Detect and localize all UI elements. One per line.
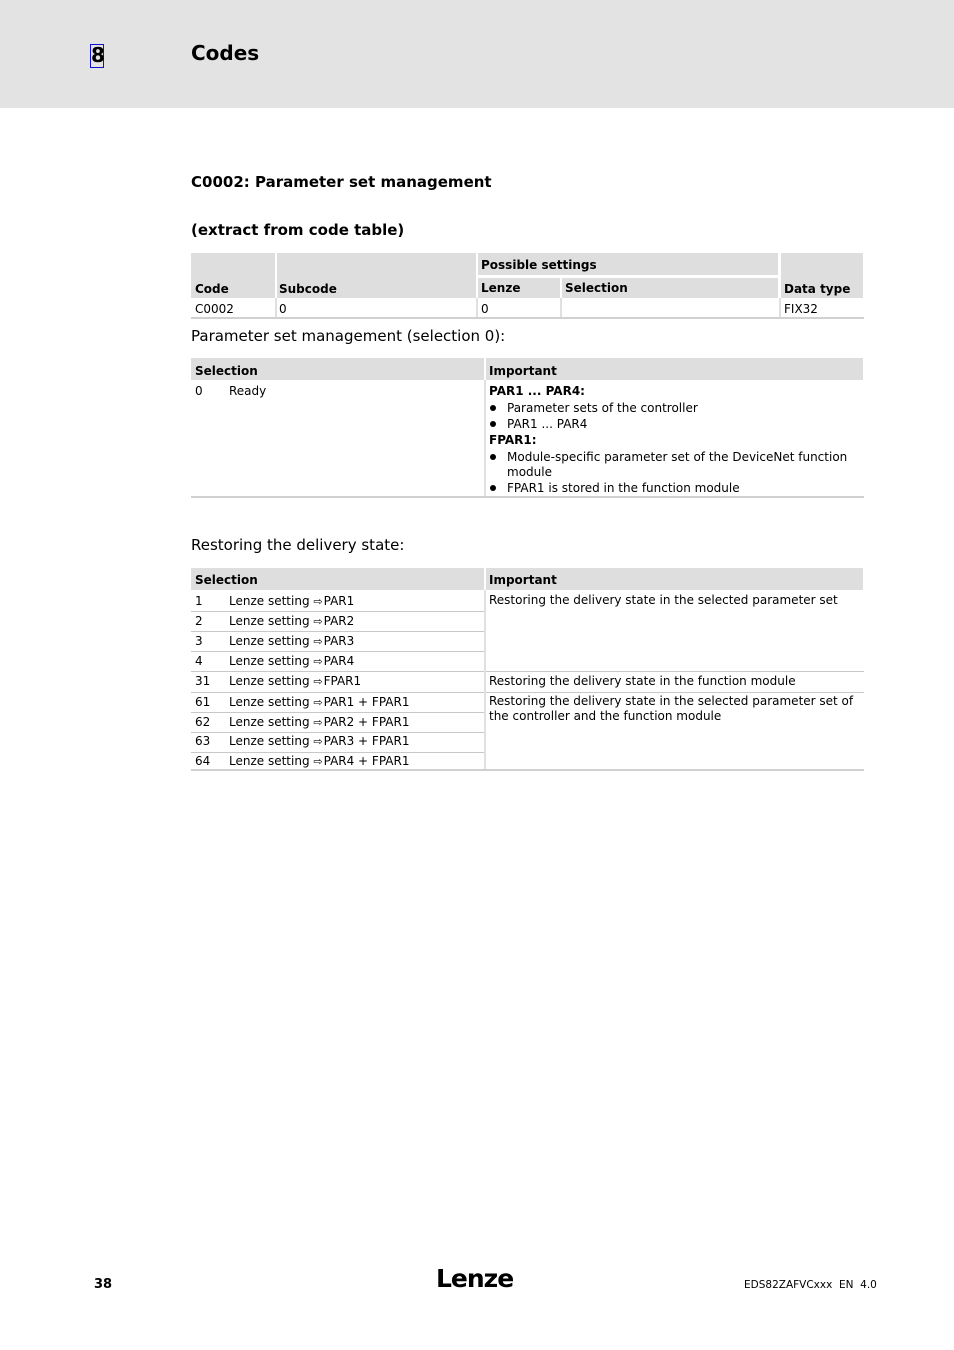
col-important: Important xyxy=(489,364,557,378)
fpar-bullet-line1: Module-specific parameter set of the DeviceNet function xyxy=(507,450,848,464)
fpar-bullet: FPAR1 is stored in the function module xyxy=(507,481,740,495)
setting-target: PAR1 xyxy=(323,594,355,608)
row-setting xyxy=(229,634,354,649)
row-setting xyxy=(229,754,409,769)
selection0-label: Parameter set management (selection 0): xyxy=(191,327,506,345)
setting-target: PAR3 + FPAR1 xyxy=(323,734,410,748)
page-number: 38 xyxy=(94,1277,113,1292)
setting-target: PAR3 xyxy=(323,634,355,648)
row-number: 63 xyxy=(195,734,211,748)
important-group3-line2: the controller and the function module xyxy=(489,709,722,723)
setting-prefix: Lenze setting xyxy=(229,654,314,668)
row-divider xyxy=(191,671,484,672)
setting-target: PAR2 + FPAR1 xyxy=(323,715,410,729)
setting-target: PAR4 + FPAR1 xyxy=(323,754,410,768)
setting-prefix: Lenze setting xyxy=(229,634,314,648)
col-possible-settings: Possible settings xyxy=(481,258,597,272)
row-number: 3 xyxy=(195,634,203,648)
row-number: 62 xyxy=(195,715,211,729)
arrow-right-icon: ⇨ xyxy=(313,595,323,608)
header-band xyxy=(0,0,954,108)
setting-target: PAR1 + FPAR1 xyxy=(323,695,410,709)
row-divider xyxy=(191,651,484,652)
col-selection: Selection xyxy=(195,573,258,587)
row-divider xyxy=(191,692,484,693)
cell-lenze: 0 xyxy=(481,302,489,316)
setting-prefix: Lenze setting xyxy=(229,734,314,748)
col-data-type: Data type xyxy=(784,282,851,296)
important-group3-line1: Restoring the delivery state in the selected parameter set of xyxy=(489,694,854,708)
fpar-heading: FPAR1: xyxy=(489,433,537,447)
bullet-icon xyxy=(490,454,496,460)
par-bullet: PAR1 ... PAR4 xyxy=(507,417,588,431)
restore-label: Restoring the delivery state: xyxy=(191,536,405,554)
fpar-bullet-line2: module xyxy=(507,465,552,479)
setting-prefix: Lenze setting xyxy=(229,594,314,608)
row-divider xyxy=(191,712,484,713)
par-heading: PAR1 ... PAR4: xyxy=(489,384,585,398)
row-number: 1 xyxy=(195,594,203,608)
arrow-right-icon: ⇨ xyxy=(313,755,323,768)
col-lenze: Lenze xyxy=(481,281,521,295)
row-setting xyxy=(229,614,354,629)
extract-heading: (extract from code table) xyxy=(191,221,405,239)
chapter-title: Codes xyxy=(191,41,260,65)
important-group2: Restoring the delivery state in the function module xyxy=(489,674,796,688)
setting-prefix: Lenze setting xyxy=(229,674,314,688)
row-setting xyxy=(229,654,354,669)
col-important: Important xyxy=(489,573,557,587)
setting-prefix: Lenze setting xyxy=(229,715,314,729)
col-selection: Selection xyxy=(565,281,628,295)
arrow-right-icon: ⇨ xyxy=(313,675,323,688)
par-bullet: Parameter sets of the controller xyxy=(507,401,698,415)
setting-prefix: Lenze setting xyxy=(229,754,314,768)
setting-target: PAR4 xyxy=(323,654,355,668)
chapter-number: 8 xyxy=(91,43,105,67)
row-divider xyxy=(191,611,484,612)
col-selection: Selection xyxy=(195,364,258,378)
cell-data-type: FIX32 xyxy=(784,302,818,316)
row-number: 61 xyxy=(195,695,211,709)
setting-prefix: Lenze setting xyxy=(229,614,314,628)
row-setting xyxy=(229,594,354,609)
row-setting xyxy=(229,674,361,689)
setting-target: PAR2 xyxy=(323,614,355,628)
row-number: 64 xyxy=(195,754,211,768)
arrow-right-icon: ⇨ xyxy=(313,635,323,648)
row-number: 31 xyxy=(195,674,211,688)
arrow-right-icon: ⇨ xyxy=(313,716,323,729)
cell-code: C0002 xyxy=(195,302,234,316)
col-subcode: Subcode xyxy=(279,282,337,296)
row-text: Ready xyxy=(229,384,267,398)
document-id: EDS82ZAFVCxxx EN 4.0 xyxy=(744,1279,877,1291)
col-code: Code xyxy=(195,282,229,296)
row-number: 2 xyxy=(195,614,203,628)
arrow-right-icon: ⇨ xyxy=(313,696,323,709)
setting-target: FPAR1 xyxy=(323,674,362,688)
arrow-right-icon: ⇨ xyxy=(313,735,323,748)
row-number: 4 xyxy=(195,654,203,668)
row-divider xyxy=(191,631,484,632)
bullet-icon xyxy=(490,421,496,427)
cell-subcode: 0 xyxy=(279,302,287,316)
lenze-logo: Lenze xyxy=(436,1264,514,1293)
row-setting xyxy=(229,734,409,749)
row-setting xyxy=(229,715,409,730)
row-setting xyxy=(229,695,409,710)
arrow-right-icon: ⇨ xyxy=(313,655,323,668)
row-divider xyxy=(191,752,484,753)
setting-prefix: Lenze setting xyxy=(229,695,314,709)
row-number: 0 xyxy=(195,384,203,398)
arrow-right-icon: ⇨ xyxy=(313,615,323,628)
bullet-icon xyxy=(490,485,496,491)
row-divider xyxy=(191,732,484,733)
important-group1: Restoring the delivery state in the selected parameter set xyxy=(489,593,838,607)
bullet-icon xyxy=(490,405,496,411)
section-heading: C0002: Parameter set management xyxy=(191,173,492,191)
